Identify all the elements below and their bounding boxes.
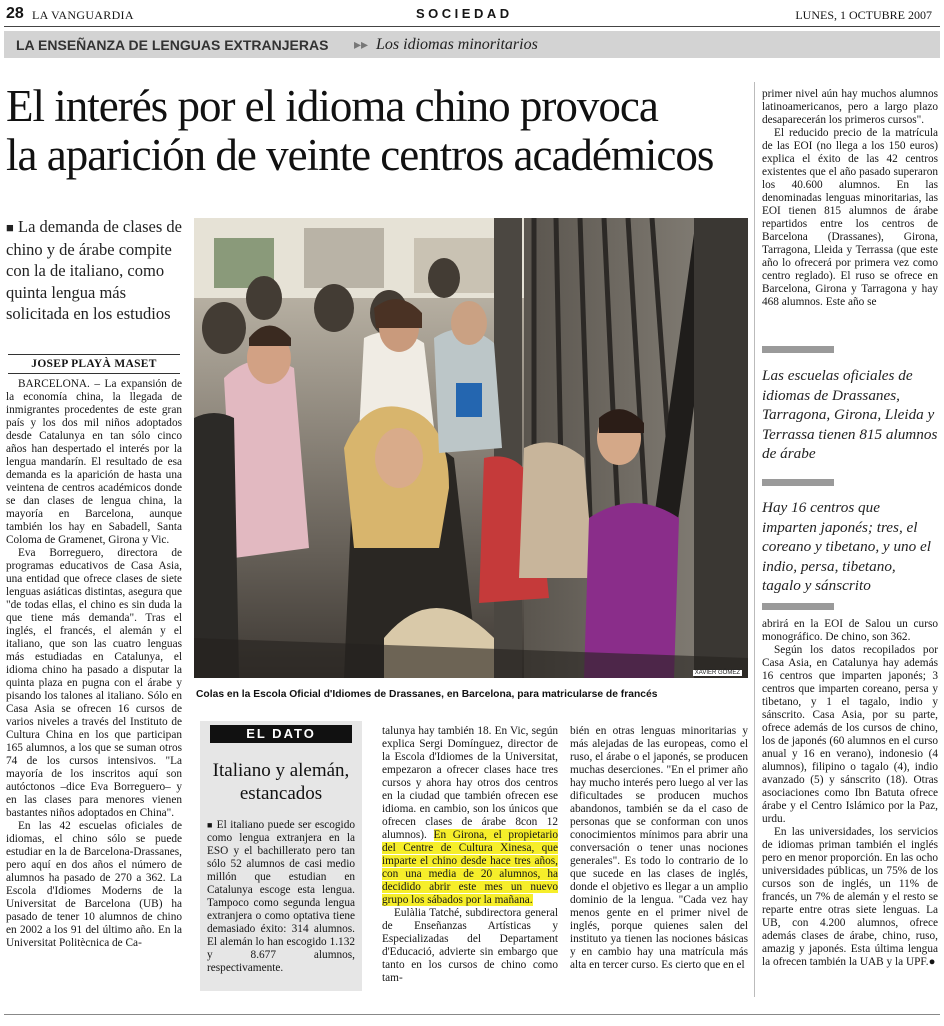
subtopic-label: Los idiomas minoritarios <box>376 36 538 53</box>
publication-name: LA VANGUARDIA <box>32 8 134 22</box>
deck <box>6 216 184 325</box>
headline-line-2: la aparición de veinte centros académicos <box>6 130 714 180</box>
body-column-right-top <box>762 88 938 334</box>
body-column-1 <box>6 378 182 993</box>
pull-quote-bar <box>762 346 834 353</box>
body-paragraph: BARCELONA. – La expansión de la economía china, la llegada de inmigrantes procedentes de este gran país y los dos mil niños adoptados desde Catalunya en tan sólo cinco años han despertado el interés por la lengua mandarín. El resultado de esa demanda es la aparición de hasta una veintena de centros académicos donde se dan clases de lengua china, la mayoría en Barcelona, aunque también los hay en Sabadell, Santa Coloma de Gramenet, Girona y Vic. <box>6 378 182 546</box>
byline-rule-bottom <box>8 373 180 374</box>
body-paragraph: primer nivel aún hay muchos alumnos latinoamericanos, pero a largo plazo desaparecerán los primeros cursos". <box>762 88 938 126</box>
dato-body <box>207 819 355 975</box>
headline-line-1: El interés por el idioma chino provoca <box>6 81 658 131</box>
body-paragraph: Eulàlia Tatché, subdirectora general de Enseñanzas Artísticas y Especializadas del Departament d'Educació, advierte sin embargo que tanto en los cursos de chino como tam- <box>382 907 558 984</box>
body-paragraph: Según los datos recopilados por Casa Asia, en Catalunya hay además 16 centros que imparten japonés; 3 centros que imparten coreano, persa y tibetano, y 1 el tagalo, indio y sánscrito. Casa Asia, por su parte, ofrece además de los cursos de chino, los de japonés (60 alumnos en el curso anual y 16 en verano), indonesio (4 alumnos), filipino o tagalo (4), indio avanzado (5) y sánscrito (18). Otras asociaciones como Ibn Batuta ofrece árabe y el Centro Islámico por la Paz, urdu. <box>762 644 938 825</box>
dato-bullet-icon: ■ <box>207 820 214 830</box>
column-rule <box>754 82 755 997</box>
photo-caption: Colas en la Escola Oficial d'Idiomes de Drassanes, en Barcelona, para matricularse de francés <box>196 689 658 700</box>
body-paragraph: El reducido precio de la matrícula de las EOI (no llega a los 150 euros) explica el éxito de las 42 centros existentes que el año pasado superaron los 40.600 alumnos. En las denominadas lenguas minoritarias, las EOI tienen 815 alumnos de árabe repartidos entre los centros de Barcelona (Drassanes), Girona, Tarragona, Lleida y Terrassa (que este año lo ofrecerá por primera vez como centro reglado). El ruso se ofrece en Barcelona, Girona y Tarragona y hay 468 alumnos. Este año se <box>762 127 938 308</box>
headline <box>6 82 751 180</box>
body-paragraph: Eva Borreguero, directora de programas educativos de Casa Asia, una entidad que ofrece clases de siete lenguas asiáticas distintas, asegura que "de todas ellas, el chino es sin duda la que tiene más demanda". Tras el inglés, el francés, el alemán y el italiano, que son las cuatro lenguas más estudiadas en Catalunya, el idioma chino ha pasado a disputar la quinta plaza en pugna con el árabe y pisando los talones al italiano. Sólo en Casa Asia se ofrecen 16 cursos de varios niveles a través del Instituto de Cultura China en los que participan 165 alumnos, a los que se suman otros 74 de los cursos intensivos. "La mayoría de los inscritos aquí son autóctonos –dice Eva Borreguero– y en las clases para menores vienen bastantes niños adoptados en China". <box>6 547 182 819</box>
section-name: SOCIEDAD <box>416 6 513 21</box>
body-column-4 <box>570 725 748 993</box>
highlighted-passage: En Girona, el propietario del Centre de Cultura Xinesa, que imparte el chino desde hace tres años, con una media de 20 alumnos, ha decidido abrir este mes un nuevo grupo los sábados por la mañana. <box>382 829 558 906</box>
body-paragraph: bién en otras lenguas minoritarias y más alejadas de las europeas, como el ruso, el árabe o el japonés, se producen muchas deserciones. "En el primer año hay mucho interés pero luego al ver las dificultades se producen muchos abandonos, también se da el caso de personas que se conforman con unos conocimientos mínimos para abrir una conversación o tener unas nociones generales". Es todo lo contrario de lo que sucede en las clases de inglés, donde el objetivo es llegar a un amplio dominio de la lengua. "Cada vez hay menos gente en el primer nivel de inglés, porque quienes salen del instituto ya tienen las nociones básicas y en cambio hay una matrícula más alta en tercer curso. Es cierto que en el <box>570 725 748 971</box>
body-text: talunya hay también 18. En Vic, según explica Sergi Domínguez, director de la Escola d'Idiomes de la Universitat, empezaron a ofrecer clases hace tres cursos y ahora hay otros dos centros en la ciudad que también ofrecen ese idioma. en cambio, son los únicos que ofrecen clases de árabe 8con 12 alumnos). <box>382 725 558 841</box>
end-mark-icon: ● <box>928 956 936 968</box>
page-header <box>6 4 938 26</box>
body-column-right-bottom <box>762 618 938 998</box>
body-text: En las universidades, los servicios de idiomas priman también el inglés pero en menor proporción. En las ocho universidades públicas, un 75% de los cursos son de inglés, un 11% de francés, un 7% de alemán y el resto se reparte entre otras siete lenguas. La UB, con 4.200 alumnos, ofrece además clases de árabe, chino, ruso, amazig y japonés. Esta última lengua la ofrecen también la UAB y la UPF. <box>762 826 938 968</box>
pull-quote-2: Hay 16 centros que imparten japonés; tres, el coreano y tibetano, y uno el indio, persa, tibetano, tagalo y sánscrito <box>762 499 931 594</box>
topic-bar <box>4 31 940 58</box>
body-paragraph <box>382 725 558 907</box>
byline-rule-top <box>8 354 180 355</box>
dato-title: Italiano y alemán, estancados <box>212 760 350 804</box>
topic-arrows-icon: ▸▸ <box>354 36 369 52</box>
deck-bullet-icon: ■ <box>6 220 14 235</box>
pull-quote-bar <box>762 479 834 486</box>
body-column-3 <box>382 725 558 993</box>
body-paragraph <box>762 826 938 969</box>
body-paragraph: En las 42 escuelas oficiales de idiomas, el chino sólo se puede estudiar en la de Barcelona-Drassanes, pero aquí en dos años el número de alumnos ha pasado de 270 a 362. La Escola d'Idiomes Moderns de la Universitat de Barcelona (UB) ha pasado de tener 10 alumnos de chino en 2002 a los 91 del último año. En la Universitat Politècnica de Ca- <box>6 820 182 949</box>
crowd-photo-illustration <box>194 218 748 678</box>
pull-quote-bar <box>762 603 834 610</box>
header-rule <box>4 26 940 27</box>
issue-date: LUNES, 1 OCTUBRE 2007 <box>795 8 932 22</box>
dato-text: El italiano puede ser escogido como lengua extranjera en la ESO y el bachillerato pero tan sólo 52 alumnos de casi medio millón que estudian en Catalunya escoge esta lengua. Tampoco como segunda lengua extranjera o como optativa tiene demasiado éxito: 314 alumnos. El alemán lo han escogido 1.132 y 8.677 alumnos, respectivamente. <box>207 819 355 974</box>
news-photo <box>194 218 748 678</box>
deck-text: La demanda de clases de chino y de árabe compite con la de italiano, como quinta lengua más solicitada en los estudios <box>6 217 182 323</box>
topic-label: LA ENSEÑANZA DE LENGUAS EXTRANJERAS <box>16 37 329 53</box>
body-paragraph: abrirá en la EOI de Salou un curso monográfico. De chino, son 362. <box>762 618 938 643</box>
pull-quote-1: Las escuelas oficiales de idiomas de Drassanes, Tarragona, Girona, Lleida y Terrassa tienen 815 alumnos de árabe <box>762 367 938 462</box>
photo-credit: XAVIER GÓMEZ <box>694 670 740 676</box>
page-number: 28 <box>6 5 24 22</box>
footer-rule <box>4 1014 940 1015</box>
dato-box <box>200 721 362 991</box>
byline: JOSEP PLAYÀ MASET <box>31 358 157 370</box>
dato-label: EL DATO <box>210 725 352 743</box>
